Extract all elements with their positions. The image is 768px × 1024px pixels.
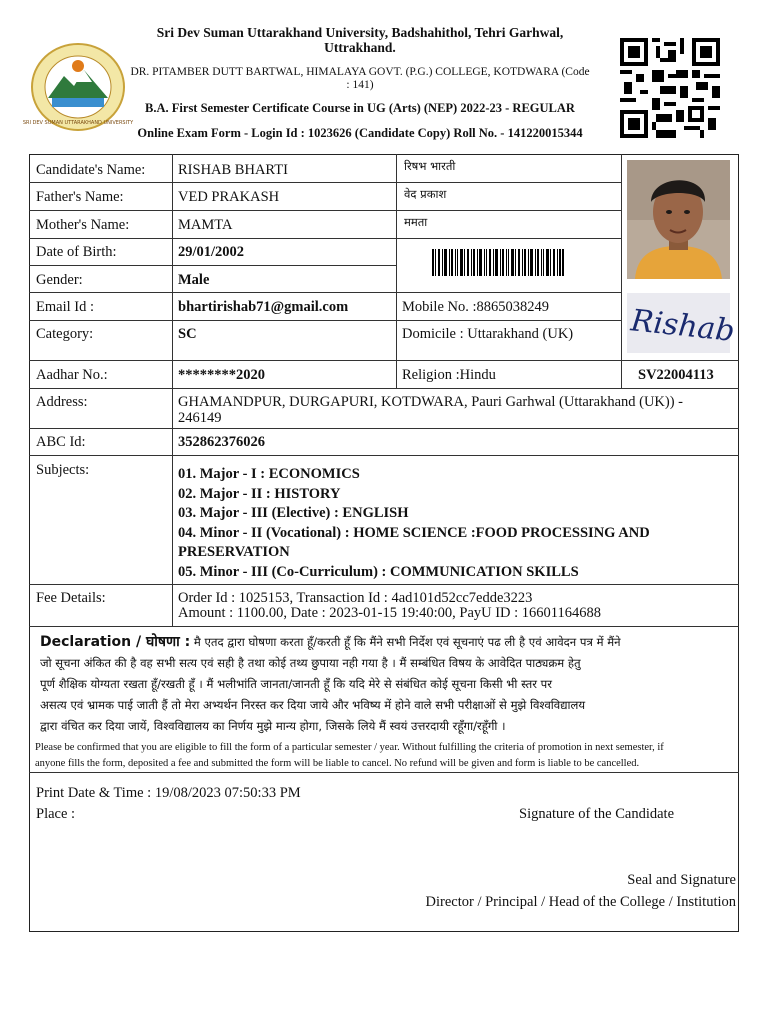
eligibility-note-line: anyone fills the form, deposited a fee and submitted the form will be liable to cancel. No refund will be given and form is liable to be cancelled. [35, 758, 640, 769]
candidate-photo [627, 160, 730, 279]
address-line-1: GHAMANDPUR, DURGAPURI, KOTDWARA, Pauri Garhwal (Uttarakhand (UK)) - [178, 394, 684, 410]
university-name: Sri Dev Suman Uttarakhand University, Badshahithol, Tehri Garhwal, Uttrakhand. [156, 25, 564, 55]
gender-value: Male [178, 272, 210, 288]
address-label: Address: [36, 394, 88, 410]
login-info: Online Exam Form - Login Id : 1023626 (Candidate Copy) Roll No. - 141220015344 [137, 126, 583, 140]
candidate-signature [627, 293, 737, 353]
mother-name-label: Mother's Name: [36, 217, 130, 233]
mother-name-hindi: ममता [404, 215, 428, 229]
declaration-line: असत्य एवं भ्रामक पाई जाती हैं तो मेरा अभ्यर्थन निरस्त कर दिया जाये और भविष्य में होने वाले सभी परीक्षाओं से मुझे विश्वविद्यालय [40, 698, 586, 712]
abc-id-value: 352862376026 [178, 434, 265, 450]
domicile-value: Domicile : Uttarakhand (UK) [402, 326, 574, 342]
qr-code [620, 38, 720, 138]
mother-name: MAMTA [178, 217, 233, 233]
subject-item: 05. Minor - III (Co-Curriculum) : COMMUNICATION SKILLS [178, 564, 579, 580]
subject-item: PRESERVATION [178, 544, 290, 561]
fee-order-line: Order Id : 1025153, Transaction Id : 4ad101d52cc7edde3223 [178, 590, 533, 606]
barcode [432, 249, 564, 276]
gender-label: Gender: [36, 272, 83, 288]
course-title: B.A. First Semester Certificate Course in UG (Arts) (NEP) 2022-23 - REGULAR [145, 101, 575, 115]
email-label: Email Id : [36, 299, 94, 315]
abc-id-label: ABC Id: [36, 434, 86, 450]
candidate-signature-label: Signature of the Candidate [519, 806, 675, 822]
director-label: Director / Principal / Head of the College / Institution [425, 894, 736, 910]
subject-item: 04. Minor - II (Vocational) : HOME SCIENCE :FOOD PROCESSING AND [178, 524, 650, 541]
address-line-2: 246149 [178, 410, 222, 426]
eligibility-note-line: Please be confirmed that you are eligible to fill the form of a particular semester / year. Without fulfilling the criteria of promotion in next semester, if [35, 742, 664, 753]
university-logo [22, 42, 134, 132]
dob-label: Date of Birth: [36, 244, 117, 260]
father-name-label: Father's Name: [36, 189, 124, 205]
subject-item: 03. Major - III (Elective) : ENGLISH [178, 505, 409, 522]
subjects-label: Subjects: [36, 462, 90, 478]
father-name: VED PRAKASH [178, 189, 280, 205]
dob-value: 29/01/2002 [178, 244, 245, 260]
aadhar-label: Aadhar No.: [36, 367, 108, 383]
declaration-block [40, 632, 728, 737]
candidate-name-hindi: रिषभ भारती [404, 159, 456, 173]
declaration-line: पूर्ण शैक्षिक योग्यता रखता हूँ/रखती हूँ । मैं भलीभांति जानता/जानती हूँ कि यदि मेरे से संबंधित कोई सूचना किसी भी स्तर पर [40, 677, 552, 691]
eligibility-note [35, 740, 737, 772]
mobile-number: Mobile No. :8865038249 [402, 299, 550, 315]
college-name: DR. PITAMBER DUTT BARTWAL, HIMALAYA GOVT. (P.G.) COLLEGE, KOTDWARA (Code : 141) [130, 66, 590, 91]
category-label: Category: [36, 326, 94, 342]
signature-text: Rishab [629, 303, 737, 349]
candidate-name-label: Candidate's Name: [36, 162, 146, 178]
registration-code: SV22004113 [638, 367, 714, 383]
subject-item: 02. Major - II : HISTORY [178, 485, 341, 502]
email-value: bhartirishab71@gmail.com [178, 299, 349, 315]
fee-details-label: Fee Details: [36, 590, 106, 606]
father-name-hindi: वेद प्रकाश [404, 187, 447, 201]
declaration-line: जो सूचना अंकित की है वह सभी सत्य एवं सही है तथा कोई तथ्य छुपाया नही गया है । मैं सम्बंधित विषय के आवेदित पाठ्यक्रम हेतु [40, 656, 581, 670]
declaration-line: द्वारा वंचित कर दिया जायें, विश्वविद्यालय का निर्णय मुझे मान्य होगा, जिसके लिये मैं स्वयं उत्तरदायी रहूँगा/रहूँगी । [40, 719, 506, 733]
religion-value: Religion :Hindu [402, 367, 496, 383]
logo-text: SRI DEV SUMAN UTTARAKHAND UNIVERSITY [22, 120, 134, 126]
subject-item: 01. Major - I : ECONOMICS [178, 466, 360, 482]
candidate-name: RISHAB BHARTI [178, 162, 288, 178]
declaration-heading: Declaration / घोषणा : [40, 634, 191, 650]
seal-signature-label: Seal and Signature [627, 872, 736, 888]
place-label: Place : [36, 806, 76, 822]
declaration-line: मै एतद द्वारा घोषणा करता हूँ/करती हूँ कि मैंने सभी निर्देश एवं सूचनाएं पढ ली है एवं आवेदन पत्र में मैंने [193, 635, 621, 649]
aadhar-value: ********2020 [178, 367, 265, 383]
fee-amount-line: Amount : 1100.00, Date : 2023-01-15 19:40:00, PayU ID : 16601164688 [178, 605, 602, 621]
print-date-time: Print Date & Time : 19/08/2023 07:50:33 PM [36, 785, 301, 801]
category-value: SC [178, 326, 197, 342]
